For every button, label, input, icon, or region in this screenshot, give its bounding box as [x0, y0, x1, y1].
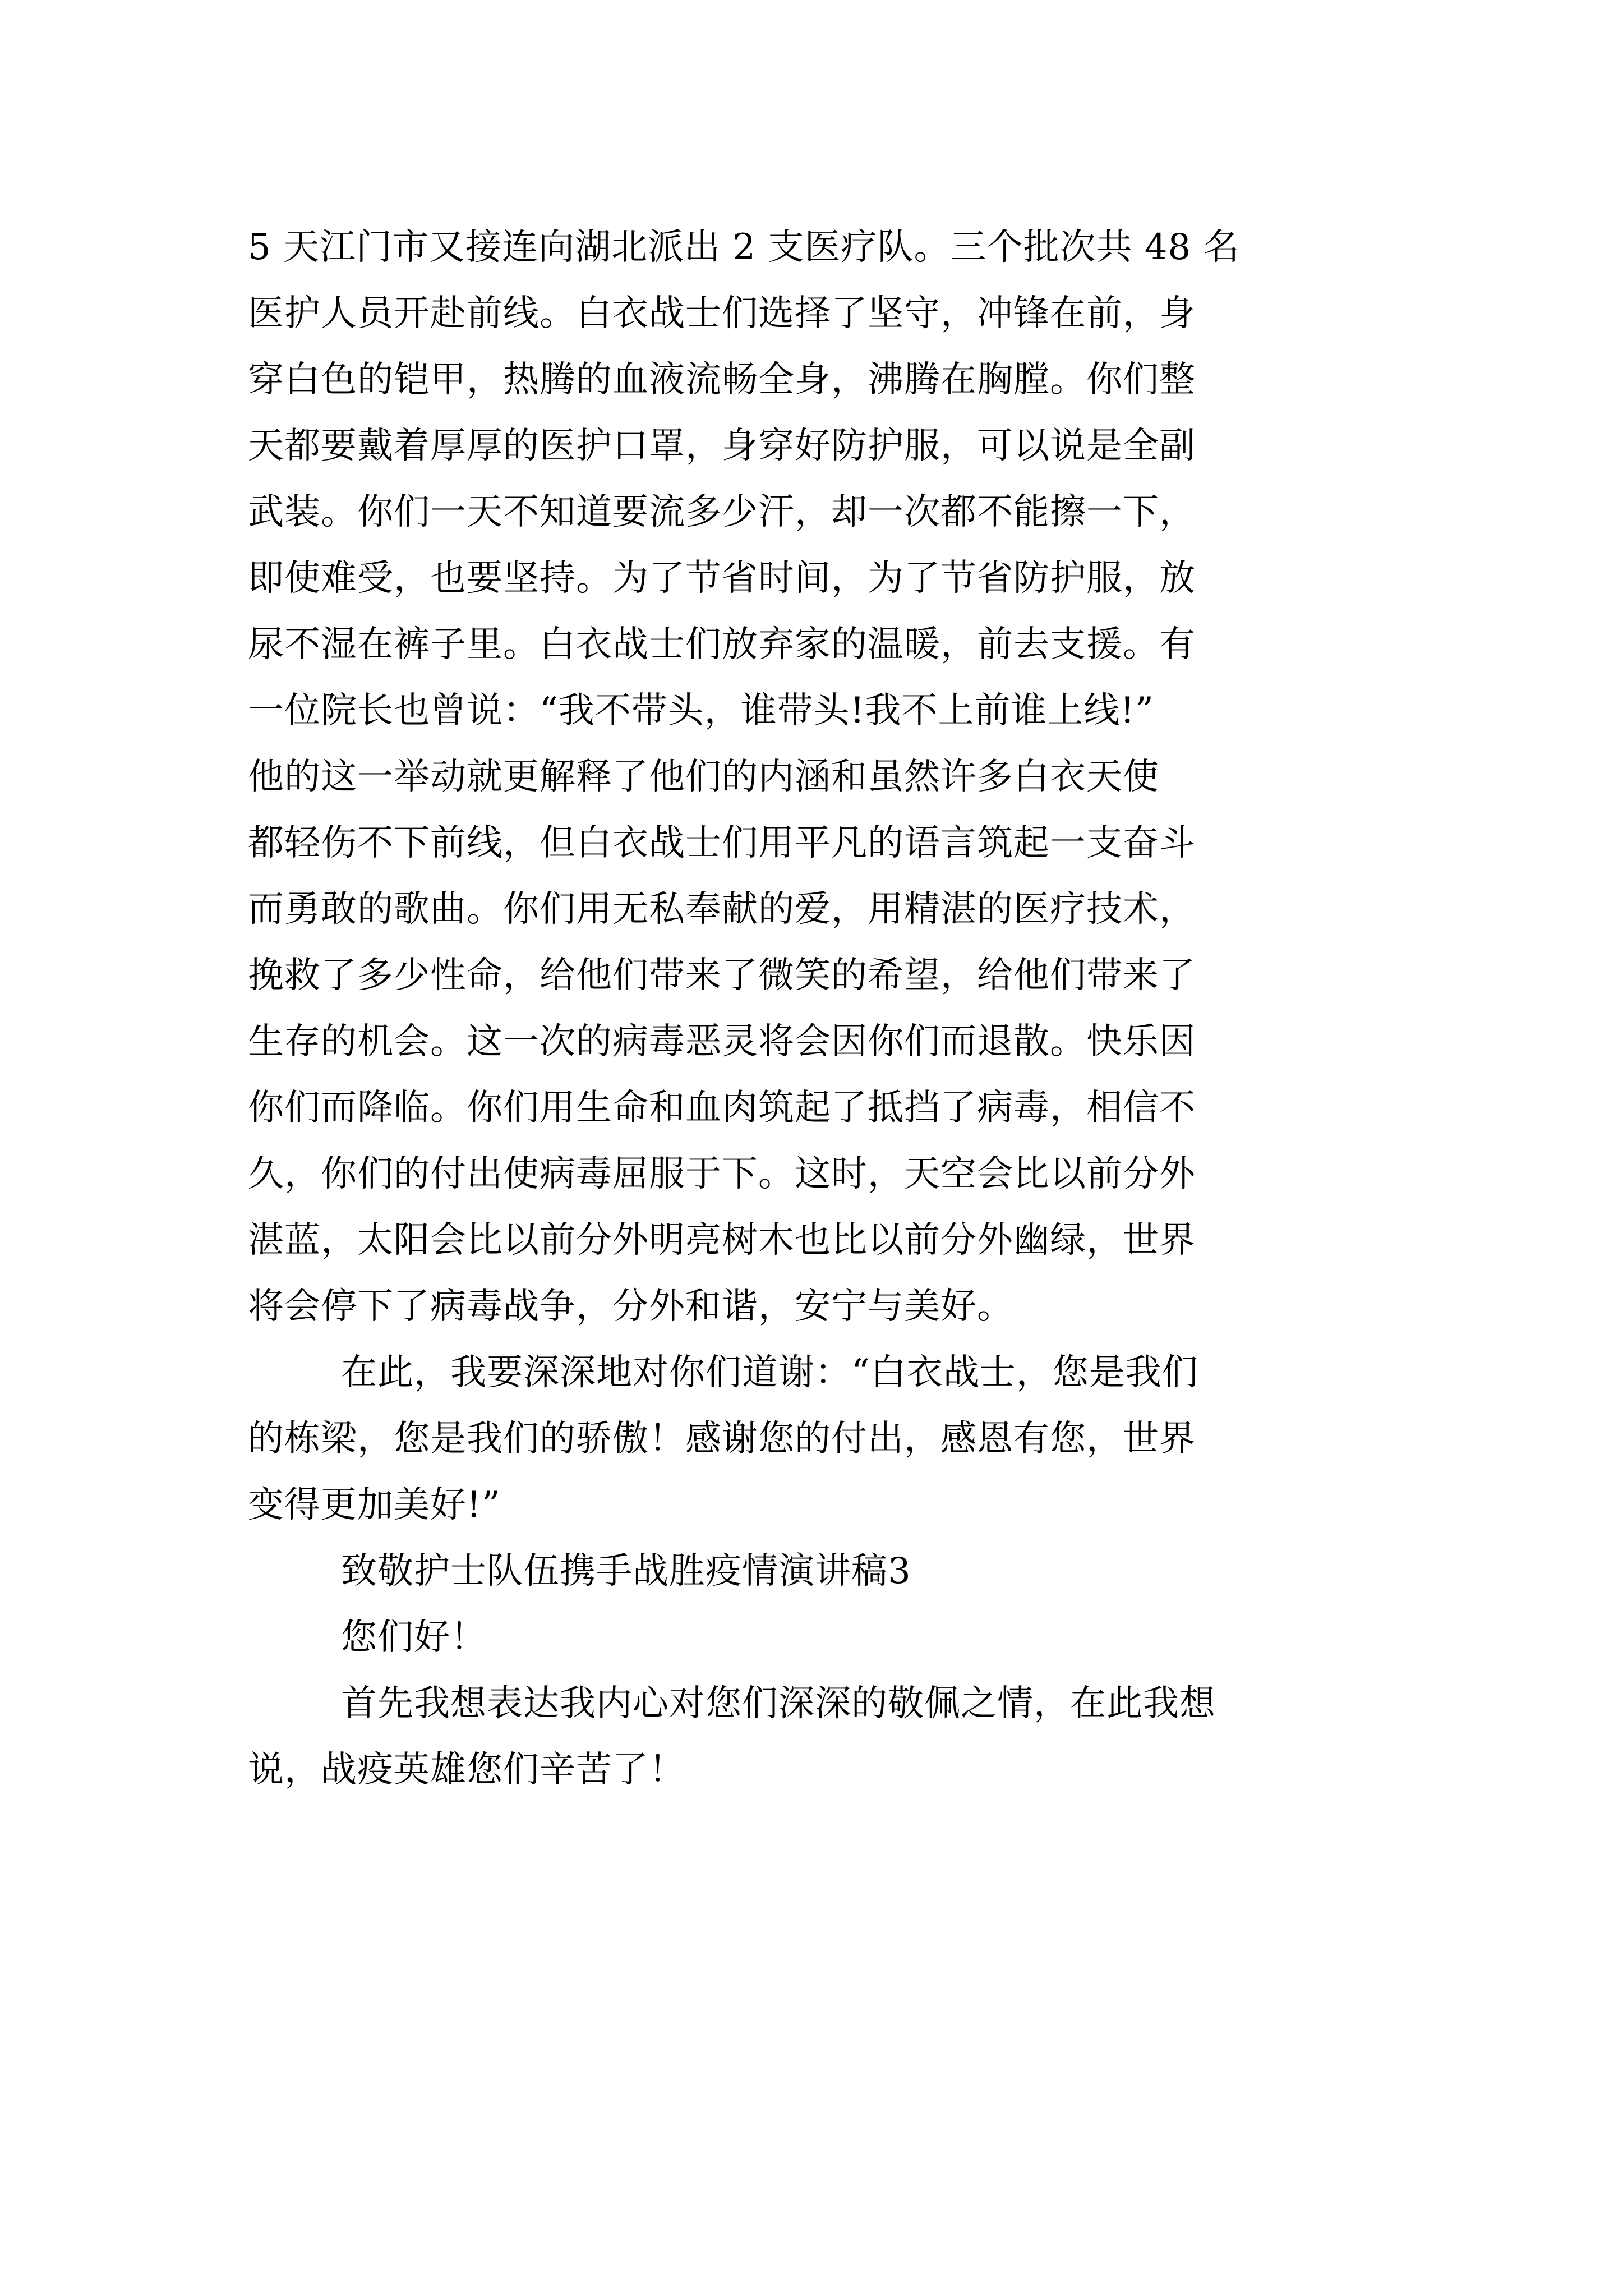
text-line: 一位院长也曾说：“我不带头，谁带头!我不上前谁上线!” — [248, 690, 1154, 731]
text-line: 首先我想表达我内心对您们深深的敬佩之情，在此我想 — [341, 1683, 1216, 1724]
text-line: 穿白色的铠甲，热腾的血液流畅全身，沸腾在胸膛。你们整 — [248, 359, 1196, 401]
text-line: 医护人员开赴前线。白衣战士们选择了坚守，冲锋在前，身 — [248, 293, 1196, 334]
text-line: 说，战疫英雄您们辛苦了！ — [248, 1749, 685, 1791]
text-line: 生存的机会。这一次的病毒恶灵将会因你们而退散。快乐因 — [248, 1021, 1196, 1062]
text-line: 而勇敢的歌曲。你们用无私奉献的爱，用精湛的医疗技术， — [248, 889, 1196, 930]
text-line: 变得更加美好!” — [248, 1484, 501, 1526]
text-line: 湛蓝，太阳会比以前分外明亮树木也比以前分外幽绿，世界 — [248, 1220, 1196, 1261]
text-line: 您们好！ — [341, 1617, 487, 1658]
text-line: 致敬护士队伍携手战胜疫情演讲稿3 — [341, 1550, 911, 1592]
text-line: 你们而降临。你们用生命和血肉筑起了抵挡了病毒，相信不 — [248, 1087, 1196, 1129]
text-line: 的栋梁，您是我们的骄傲！感谢您的付出，感恩有您，世界 — [248, 1418, 1196, 1460]
text-line: 在此，我要深深地对你们道谢：“白衣战士，您是我们 — [341, 1352, 1198, 1393]
text-line: 他的这一举动就更解释了他们的内涵和虽然许多白衣天使 — [248, 756, 1159, 798]
text-line: 5 天江门市又接连向湖北派出 2 支医疗队。三个批次共 48 名 — [248, 227, 1240, 268]
text-line: 久，你们的付出使病毒屈服于下。这时，天空会比以前分外 — [248, 1153, 1196, 1195]
text-line: 武装。你们一天不知道要流多少汗，却一次都不能擦一下， — [248, 491, 1196, 533]
text-line: 将会停下了病毒战争，分外和谐，安宁与美好。 — [248, 1286, 1013, 1327]
text-line: 即使难受，也要坚持。为了节省时间，为了节省防护服，放 — [248, 558, 1196, 599]
text-line: 尿不湿在裤子里。白衣战士们放弃家的温暖，前去支援。有 — [248, 624, 1196, 665]
text-line: 天都要戴着厚厚的医护口罩，身穿好防护服，可以说是全副 — [248, 425, 1196, 467]
text-line: 都轻伤不下前线，但白衣战士们用平凡的语言筑起一支奋斗 — [248, 822, 1196, 864]
body-text — [248, 214, 1392, 1803]
text-line: 挽救了多少性命，给他们带来了微笑的希望，给他们带来了 — [248, 955, 1196, 996]
